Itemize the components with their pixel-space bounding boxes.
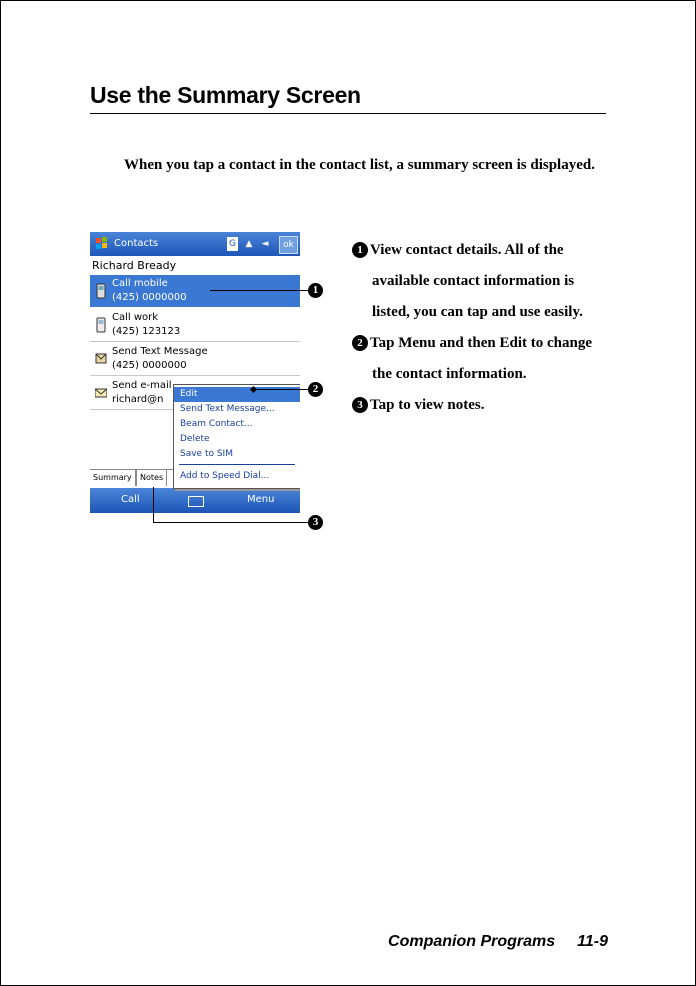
row-send-text[interactable] [90,343,300,376]
context-menu [173,384,300,489]
callout-line-3 [153,522,308,523]
menu-keyword: Menu [398,335,436,351]
desk-phone-icon [95,317,107,333]
edit-keyword: Edit [499,335,528,351]
description-text: Tap [370,335,399,351]
description-number: 1 [352,242,368,258]
menu-softkey[interactable]: Menu [247,494,275,505]
softkey-bar [90,488,300,513]
app-title: Contacts [114,238,159,249]
row-label: Send e-mail [112,380,172,391]
contact-name: Richard Bready [92,259,177,272]
row-label: Call mobile [112,278,168,289]
callout-line-1 [210,290,308,291]
row-label: Call work [112,312,159,323]
page-title: Use the Summary Screen [90,82,361,108]
callout-line-2 [254,389,308,390]
description-item-1 [352,235,612,328]
menu-item-edit[interactable]: Edit [174,387,300,402]
signal-icon[interactable]: ▲ [245,239,253,249]
text-message-icon [95,351,107,367]
description-text: to change the contact information. [372,335,593,382]
description-item-3 [352,390,612,421]
intro-paragraph [90,151,606,180]
row-value: (425) 0000000 [112,360,187,371]
menu-item-send-text[interactable]: Send Text Message... [180,404,275,414]
row-value: (425) 123123 [112,326,181,337]
menu-item-beam[interactable]: Beam Contact... [180,419,253,429]
heading-divider [90,113,606,114]
callout-marker-1: 1 [308,283,323,298]
description-text: Tap to view notes. [370,397,485,413]
speaker-icon[interactable]: ◄ [261,239,269,249]
footer-section: Companion Programs [388,933,556,950]
description-item-2 [352,328,612,390]
ok-button[interactable]: ok [279,236,298,254]
callout-marker-3: 3 [308,515,323,530]
menu-separator [179,464,295,465]
tab-notes[interactable]: Notes [136,470,167,486]
description-number: 2 [352,335,368,351]
row-label: Send Text Message [112,346,208,357]
row-call-work[interactable] [90,309,300,342]
tab-summary[interactable]: Summary [90,470,136,486]
phone-screenshot [90,232,300,513]
call-softkey[interactable]: Call [121,494,140,505]
mobile-phone-icon [95,283,107,299]
page-footer [388,933,608,951]
row-value: (425) 0000000 [112,292,187,303]
row-call-mobile[interactable] [90,275,300,307]
keyboard-icon[interactable] [188,496,204,507]
intro-text: When you tap a contact in the contact list, a summary screen is displayed. [124,157,595,173]
title-bar [90,232,300,256]
menu-item-save-sim[interactable]: Save to SIM [180,449,233,459]
email-icon [95,385,107,401]
callout-vline-3 [153,487,154,522]
windows-start-icon[interactable] [94,236,110,252]
callout-marker-2: 2 [308,382,323,397]
description-list [352,235,612,421]
gprs-icon: G [227,237,238,251]
row-value: richard@n [112,394,164,405]
menu-item-speed-dial[interactable]: Add to Speed Dial... [180,471,270,481]
footer-page-number: 11-9 [577,933,608,950]
description-text: View contact details. All of the available contact information is listed, you can tap and use easily. [370,242,583,320]
description-number: 3 [352,397,368,413]
menu-item-delete[interactable]: Delete [180,434,210,444]
description-text: and then [435,335,500,351]
